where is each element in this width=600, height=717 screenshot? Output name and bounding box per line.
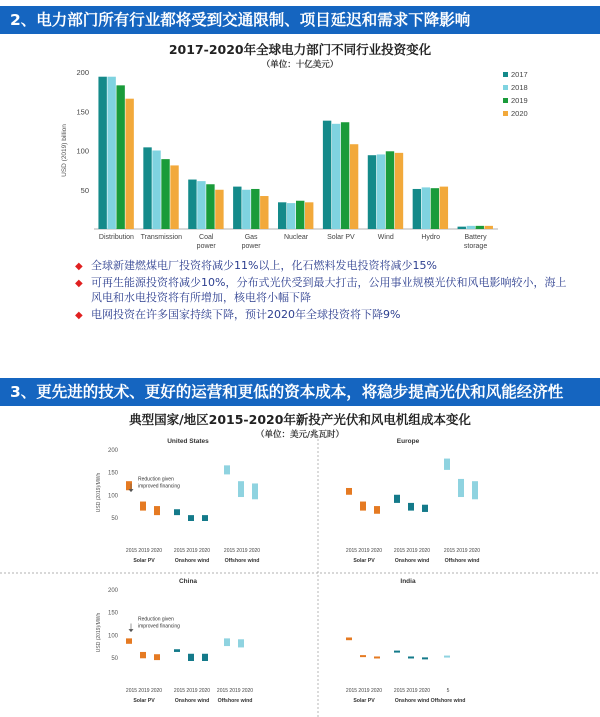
range-bar-solar-pv [140, 502, 146, 511]
bar-2019-nuclear [296, 201, 304, 229]
range-bar-solar-pv [154, 654, 160, 660]
bar-2018-nuclear [287, 203, 295, 229]
range-bar-onshore-wind [422, 505, 428, 512]
year-tick-labels: 2015 2019 2020 [443, 548, 481, 554]
bar-2020-nuclear [305, 202, 313, 229]
range-bar-offshore-wind [224, 638, 230, 646]
range-bar-solar-pv [374, 656, 380, 658]
range-bar-solar-pv [346, 488, 352, 495]
cost-chart-unit: （单位：美元/兆瓦时） [255, 430, 345, 440]
year-tick-labels: 2015 2019 2020 [173, 548, 211, 554]
bullet-text: 电网投资在许多国家持续下降，预计2020年全球投资将下降9% [91, 307, 401, 321]
reduction-arrow-head-icon [129, 629, 134, 632]
x-tick-label: power [241, 243, 261, 250]
range-bar-onshore-wind [188, 515, 194, 521]
legend-label-2018: 2018 [511, 83, 528, 92]
bar-2019-coal-power [206, 184, 214, 229]
year-tick-labels: 5 [446, 688, 450, 694]
diamond-bullet-icon: ◆ [75, 277, 83, 289]
bar-2019-hydro [431, 188, 439, 229]
year-tick-labels: 2015 2019 2020 [345, 548, 383, 554]
y-tick-label: 100 [107, 633, 118, 640]
bullet-item-renewables [75, 275, 575, 306]
range-bar-onshore-wind [408, 503, 414, 511]
cost-panel-china [96, 578, 253, 704]
range-bar-solar-pv [360, 655, 366, 657]
x-tick-label: storage [463, 243, 488, 250]
panel-region-title: China [178, 578, 198, 585]
bar-2017-coal-power [188, 180, 196, 229]
year-tick-labels: 2015 2019 2020 [125, 688, 163, 694]
x-tick-label: Battery [464, 234, 487, 241]
range-bar-solar-pv [374, 506, 380, 514]
bar-2018-gas-power [242, 190, 250, 229]
annotation-text: improved financing [138, 623, 180, 630]
panel-region-title: United States [167, 438, 209, 445]
bar-2017-gas-power [233, 187, 241, 229]
x-tick-label: Coal [199, 234, 214, 241]
legend-swatch-2019 [503, 98, 508, 103]
x-tick-label: Wind [377, 234, 394, 241]
panel-region-title: Europe [396, 438, 420, 445]
bar-2018-solar-pv [332, 124, 340, 229]
bar-2020-gas-power [260, 196, 268, 229]
bar-2017-nuclear [278, 202, 286, 229]
y-tick-label: 50 [111, 515, 118, 522]
annotation-text: Reduction given [138, 476, 174, 483]
legend-swatch-2018 [503, 85, 508, 90]
range-bar-solar-pv [346, 637, 352, 640]
range-bar-onshore-wind [202, 515, 208, 521]
range-bar-onshore-wind [174, 509, 180, 515]
y-tick-label: 50 [80, 185, 89, 195]
bar-2017-distribution [98, 77, 106, 229]
bar-2019-wind [386, 151, 394, 229]
year-tick-labels: 2015 2019 2020 [393, 688, 431, 694]
range-bar-onshore-wind [394, 495, 400, 503]
legend-swatch-2020 [503, 111, 508, 116]
bullet-item-coal [75, 258, 575, 274]
group-label: Onshore wind [174, 698, 210, 704]
cost-panel-europe [346, 438, 480, 564]
range-bar-onshore-wind [422, 657, 428, 659]
y-tick-label: 200 [107, 448, 118, 455]
bar-2020-distribution [125, 99, 133, 229]
range-bar-onshore-wind [202, 654, 208, 661]
range-bar-solar-pv [140, 652, 146, 658]
bar-2020-wind [395, 153, 403, 229]
range-bar-solar-pv [126, 638, 132, 643]
investment-chart-unit: （单位：十亿美元） [261, 60, 339, 70]
group-label: Solar PV [133, 698, 155, 704]
y-tick-label: 200 [76, 68, 89, 77]
y-tick-label: 150 [76, 107, 89, 117]
x-tick-label: Transmission [140, 234, 183, 241]
range-bar-offshore-wind [224, 465, 230, 474]
range-bar-onshore-wind [394, 651, 400, 653]
bar-2020-hydro [440, 187, 448, 229]
diamond-bullet-icon: ◆ [75, 309, 83, 321]
bar-2019-transmission [161, 159, 169, 229]
range-bar-onshore-wind [188, 654, 194, 661]
group-label: Offshore wind [444, 558, 480, 564]
year-tick-labels: 2015 2019 2020 [345, 688, 383, 694]
y-tick-label: 200 [107, 588, 118, 595]
bullet-list [75, 258, 575, 323]
bar-2018-wind [377, 154, 385, 229]
year-tick-labels: 2015 2019 2020 [216, 688, 254, 694]
legend-label-2019: 2019 [511, 96, 528, 105]
x-tick-label: Distribution [98, 234, 134, 241]
reduction-arrow-head-icon [129, 489, 134, 492]
investment-chart-title: 2017-2020年全球电力部门不同行业投资变化 [168, 42, 432, 57]
bar-2019-solar-pv [341, 122, 349, 229]
bullet-item-grid [75, 307, 575, 323]
bar-2019-distribution [116, 85, 124, 229]
bullet-text: 全球新建燃煤电厂投资将减少11%以上，化石燃料发电投资将减少15% [91, 259, 437, 272]
year-tick-labels: 2015 2019 2020 [173, 688, 211, 694]
bar-2020-transmission [170, 165, 178, 229]
group-label: Offshore wind [430, 698, 466, 704]
y-axis-label: USD (2019)/MWh [96, 612, 102, 653]
group-label: Solar PV [353, 698, 375, 704]
bar-2019-battery-storage [476, 226, 484, 229]
annotation-text: Reduction given [138, 616, 174, 623]
y-axis-label: USD (2019) billion [61, 124, 68, 177]
group-label: Offshore wind [224, 558, 260, 564]
year-tick-labels: 2015 2019 2020 [393, 548, 431, 554]
year-tick-labels: 2015 2019 2020 [223, 548, 261, 554]
range-bar-offshore-wind [444, 656, 450, 658]
cost-panel-india [346, 578, 466, 704]
range-bar-offshore-wind [444, 459, 450, 470]
panel-region-title: India [400, 578, 416, 585]
section-banner-3: 3、更先进的技术、更好的运营和更低的资本成本，将稳步提高光伏和风能经济性 [0, 378, 600, 406]
group-label: Solar PV [353, 558, 375, 564]
section-banner-2: 2、电力部门所有行业都将受到交通限制、项目延迟和需求下降影响 [0, 6, 600, 34]
group-label: Onshore wind [394, 698, 430, 704]
cost-panel-united-states [96, 438, 260, 564]
cost-range-charts [0, 435, 600, 717]
range-bar-offshore-wind [252, 483, 258, 499]
bar-2018-hydro [422, 187, 430, 229]
bar-2020-solar-pv [350, 144, 358, 229]
x-tick-label: Nuclear [283, 234, 309, 241]
range-bar-offshore-wind [238, 481, 244, 497]
group-label: Onshore wind [174, 558, 210, 564]
legend-swatch-2017 [503, 72, 508, 77]
range-bar-offshore-wind [458, 479, 464, 497]
x-tick-label: power [196, 243, 216, 250]
x-tick-label: Gas [244, 234, 258, 241]
group-label: Solar PV [133, 558, 155, 564]
bar-2017-hydro [413, 189, 421, 229]
year-tick-labels: 2015 2019 2020 [125, 548, 163, 554]
bar-2017-solar-pv [323, 121, 331, 229]
legend-label-2020: 2020 [511, 109, 528, 118]
range-bar-offshore-wind [238, 639, 244, 647]
range-bar-onshore-wind [408, 656, 414, 658]
group-label: Offshore wind [217, 698, 253, 704]
y-tick-label: 100 [107, 493, 118, 500]
x-tick-label: Solar PV [327, 234, 355, 241]
x-tick-label: Hydro [421, 234, 441, 241]
bar-2017-wind [368, 155, 376, 229]
y-tick-label: 100 [76, 146, 89, 156]
bar-2020-battery-storage [485, 226, 493, 229]
range-bar-offshore-wind [472, 481, 478, 499]
range-bar-onshore-wind [174, 649, 180, 652]
investment-bar-chart [0, 64, 600, 254]
y-axis-label: USD (2019)/MWh [96, 472, 102, 513]
legend-label-2017: 2017 [511, 70, 528, 79]
range-bar-solar-pv [154, 506, 160, 515]
bar-2020-coal-power [215, 190, 223, 229]
bar-2017-transmission [143, 147, 151, 229]
bar-2018-battery-storage [467, 226, 475, 229]
group-label: Onshore wind [394, 558, 430, 564]
bar-2018-transmission [152, 151, 160, 230]
range-bar-solar-pv [360, 502, 366, 511]
annotation-text: improved financing [138, 483, 180, 490]
bar-2019-gas-power [251, 189, 259, 229]
y-tick-label: 50 [111, 655, 118, 662]
diamond-bullet-icon: ◆ [75, 261, 83, 272]
y-tick-label: 150 [107, 610, 118, 617]
bar-2018-distribution [107, 77, 115, 229]
cost-chart-title: 典型国家/地区2015-2020年新投产光伏和风电机组成本变化 [129, 412, 471, 427]
bullet-text: 可再生能源投资将减少10%，分布式光伏受到最大打击，公用事业规模光伏和风电影响较小，海上风电和水电投资将有所增加，核电将小幅下降 [91, 275, 567, 304]
bar-2017-battery-storage [458, 227, 466, 229]
y-tick-label: 150 [107, 470, 118, 477]
bar-2018-coal-power [197, 181, 205, 229]
